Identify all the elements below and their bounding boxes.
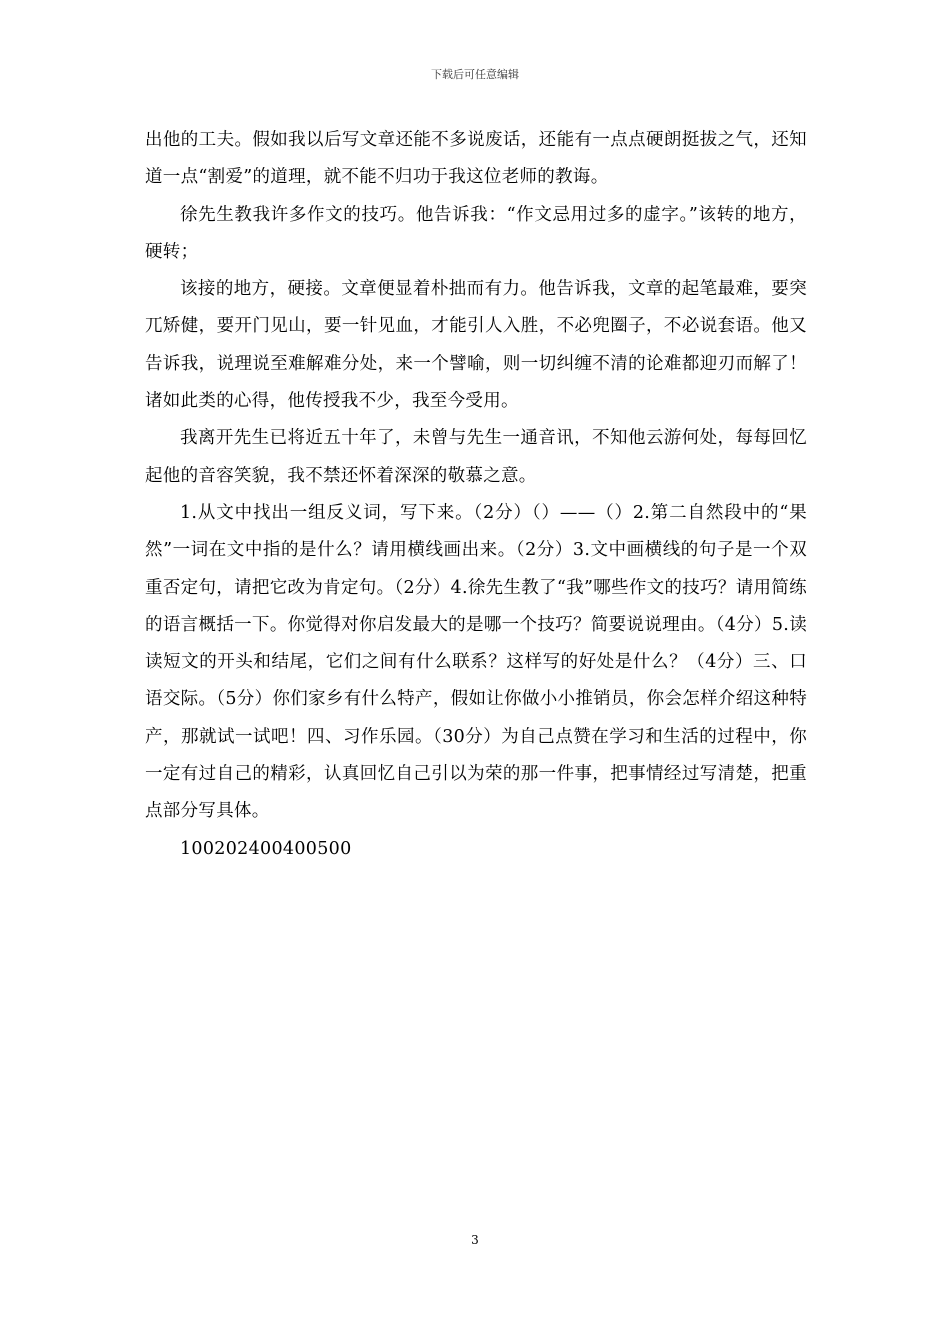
- page-number: 3: [471, 1233, 479, 1247]
- paragraph-writing-advice: 该接的地方，硬接。文章便显着朴拙而有力。他告诉我，文章的起笔最难，要突兀矫健，要开门见山，要一针见血，才能引人入胜，不必兜圈子，不必说套语。他又告诉我，说理说至难解难分处，来一个譬喻，则一切纠缠不清的论难都迎刃而解了！诸如此类的心得，他传授我不少，我至今受用。: [145, 279, 807, 412]
- header-note: 下载后可任意编辑: [431, 68, 519, 81]
- paragraph-memory: 我离开先生已将近五十年了，未曾与先生一通音讯，不知他云游何处，每每回忆起他的音容笑貌，我不禁还怀着深深的敬慕之意。: [145, 428, 807, 486]
- paragraph-score-line: 100202400400500: [180, 838, 352, 859]
- paragraph-techniques: 徐先生教我许多作文的技巧。他告诉我：“作文忌用过多的虚字。”该转的地方，硬转；: [145, 204, 807, 262]
- paragraph-continuation: 出他的工夫。假如我以后写文章还能不多说废话，还能有一点点硬朗挺拔之气，还知道一点“割爱”的道理，就不能不归功于我这位老师的教诲。: [145, 130, 807, 188]
- paragraph-questions: 1.从文中找出一组反义词，写下来。（2分）（）——（）2.第二自然段中的“果然”一词在文中指的是什么？请用横线画出来。（2分）3.文中画横线的句子是一个双重否定句，请把它改为肯定句。（2分）4.徐先生教了“我”哪些作文的技巧？请用简练的语言概括一下。你觉得对你启发最大的是哪一个技巧？简要说说理由。（4分）5.读读短文的开头和结尾，它们之间有什么联系？这样写的好处是什么？（4分）三、口语交际。（5分）你们家乡有什么特产，假如让你做小小推销员，你会怎样介绍这种特产，那就试一试吧！四、习作乐园。（30分）为自己点赞在学习和生活的过程中，你一定有过自己的精彩，认真回忆自己引以为荣的那一件事，把事情经过写清楚，把重点部分写具体。: [145, 502, 807, 822]
- body-text: [145, 122, 807, 868]
